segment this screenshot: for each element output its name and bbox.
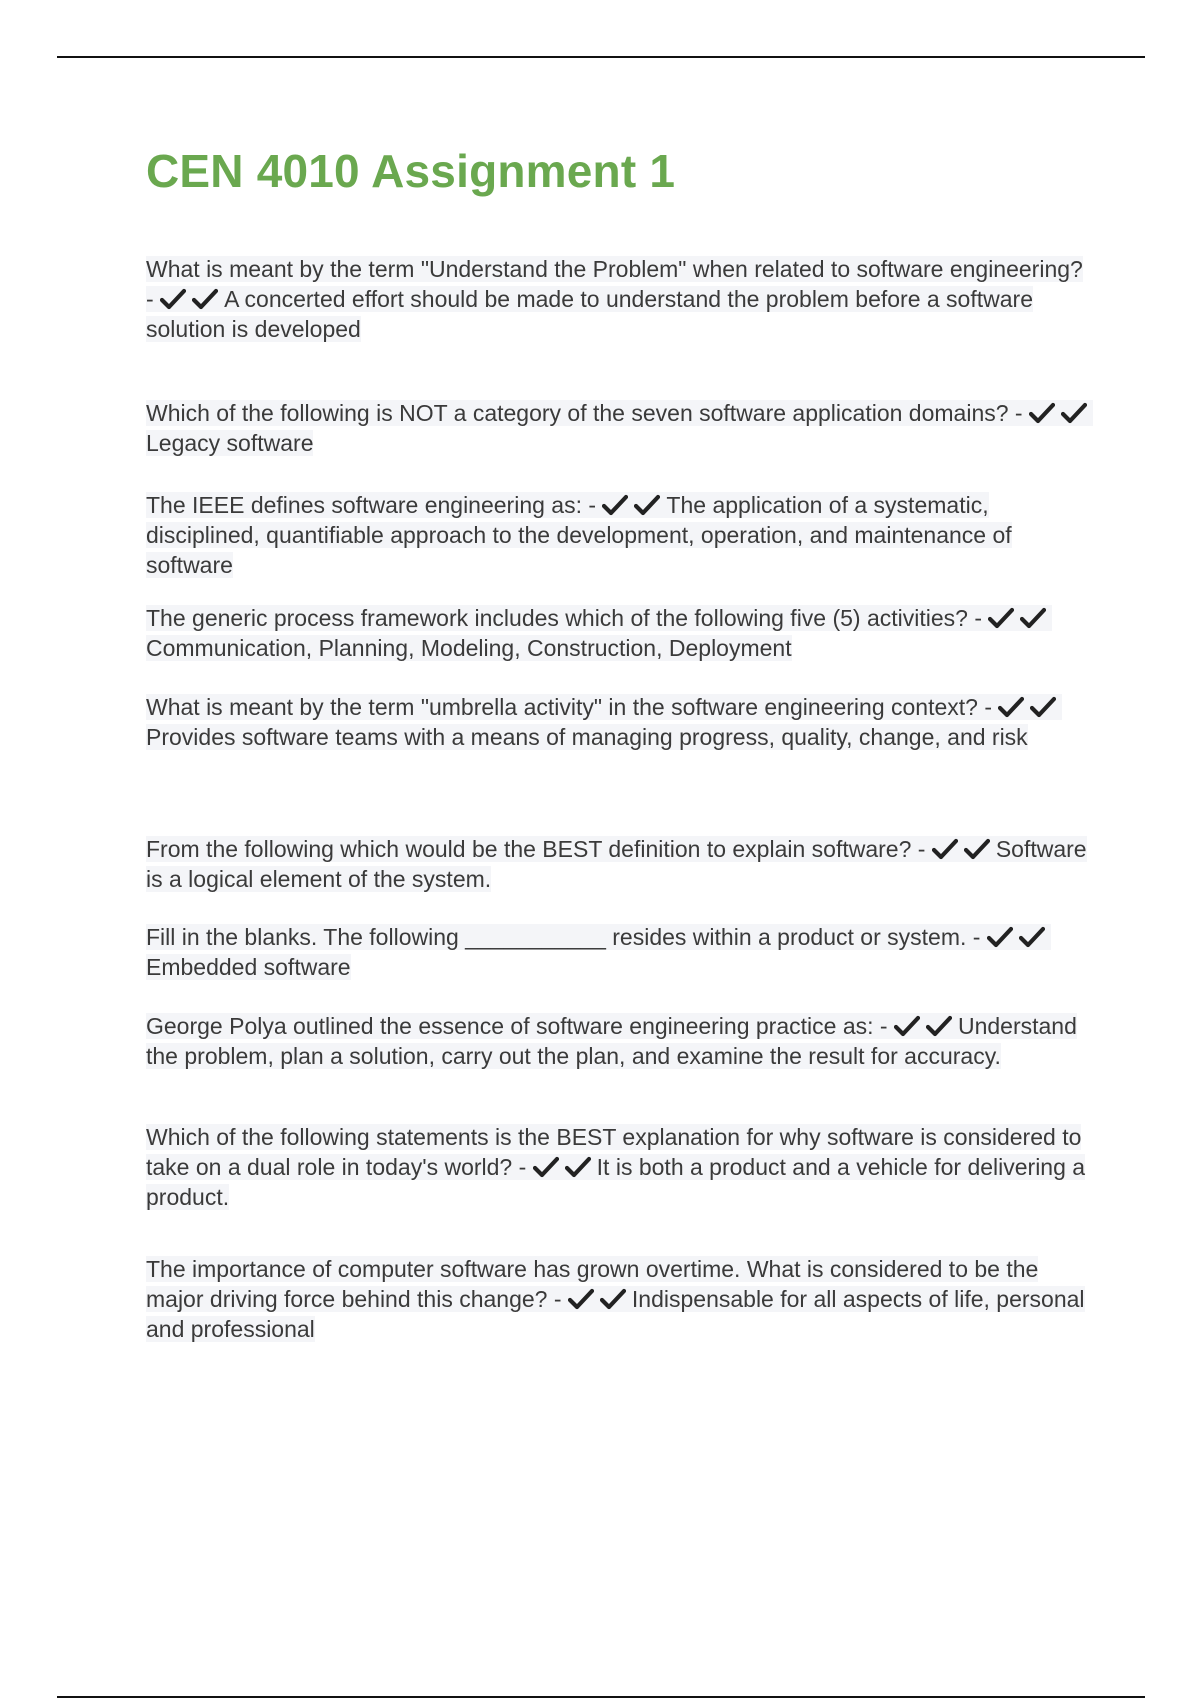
- question-text: What is meant by the term "umbrella activity" in the software engineering context? -: [146, 694, 992, 720]
- check-icon: [600, 1288, 626, 1310]
- answer-checks: [988, 605, 1052, 631]
- qa-item: [146, 1122, 1096, 1212]
- answer-text: Indispensable for all aspects of life, personal and professional: [146, 1286, 1085, 1342]
- answer-checks: [533, 1154, 597, 1180]
- answer-text: Communication, Planning, Modeling, Construction, Deployment: [146, 635, 792, 661]
- qa-text: [146, 492, 1012, 578]
- answer-text: Understand the problem, plan a solution, carry out the plan, and examine the result for accuracy.: [146, 1013, 1077, 1069]
- qa-text: [146, 836, 1087, 892]
- check-icon: [932, 838, 958, 860]
- qa-item: [146, 834, 1096, 894]
- check-icon: [926, 1015, 952, 1037]
- answer-checks: [602, 492, 666, 518]
- check-icon: [1061, 402, 1087, 424]
- answer-text: It is both a product and a vehicle for delivering a product.: [146, 1154, 1086, 1210]
- qa-item: [146, 490, 1096, 580]
- answer-checks: [1029, 400, 1093, 426]
- qa-item: [146, 603, 1096, 663]
- check-icon: [964, 838, 990, 860]
- check-icon: [1020, 607, 1046, 629]
- answer-checks: [987, 924, 1051, 950]
- answer-text: Software is a logical element of the system.: [146, 836, 1087, 892]
- qa-item: [146, 692, 1096, 752]
- qa-text: [146, 605, 1052, 661]
- check-icon: [565, 1156, 591, 1178]
- question-text: The IEEE defines software engineering as: -: [146, 492, 597, 518]
- qa-item: [146, 1011, 1096, 1071]
- check-icon: [634, 494, 660, 516]
- check-icon: [894, 1015, 920, 1037]
- check-icon: [998, 696, 1024, 718]
- check-icon: [533, 1156, 559, 1178]
- qa-text: [146, 694, 1062, 750]
- check-icon: [602, 494, 628, 516]
- question-text: The generic process framework includes which of the following five (5) activities? -: [146, 605, 983, 631]
- answer-checks: [160, 286, 224, 312]
- qa-text: [146, 924, 1051, 980]
- question-text: George Polya outlined the essence of software engineering practice as: -: [146, 1013, 888, 1039]
- top-rule: [57, 56, 1145, 58]
- qa-item: [146, 922, 1096, 982]
- question-text: Fill in the blanks. The following ___________ resides within a product or system. -: [146, 924, 981, 950]
- answer-checks: [894, 1013, 958, 1039]
- answer-text: Provides software teams with a means of managing progress, quality, change, and risk: [146, 724, 1028, 750]
- answer-text: The application of a systematic, disciplined, quantifiable approach to the development, operation, and maintenance of software: [146, 492, 1012, 578]
- check-icon: [988, 607, 1014, 629]
- check-icon: [568, 1288, 594, 1310]
- answer-checks: [998, 694, 1062, 720]
- bottom-rule: [57, 1696, 1145, 1698]
- question-text: What is meant by the term "Understand the Problem" when related to software engineering? -: [146, 256, 1083, 312]
- qa-text: [146, 256, 1083, 342]
- qa-text: [146, 400, 1093, 456]
- check-icon: [1030, 696, 1056, 718]
- check-icon: [192, 288, 218, 310]
- answer-checks: [932, 836, 996, 862]
- answer-text: Legacy software: [146, 430, 314, 456]
- check-icon: [1019, 926, 1045, 948]
- qa-item: [146, 254, 1096, 344]
- check-icon: [987, 926, 1013, 948]
- question-text: From the following which would be the BEST definition to explain software? -: [146, 836, 926, 862]
- qa-text: [146, 1013, 1077, 1069]
- question-text: The importance of computer software has grown overtime. What is considered to be the major driving force behind this change? -: [146, 1256, 1039, 1312]
- check-icon: [160, 288, 186, 310]
- page-title: CEN 4010 Assignment 1: [146, 145, 676, 197]
- answer-checks: [568, 1286, 632, 1312]
- qa-text: [146, 1256, 1085, 1342]
- check-icon: [1029, 402, 1055, 424]
- answer-text: Embedded software: [146, 954, 351, 980]
- qa-item: [146, 1254, 1096, 1344]
- qa-item: [146, 398, 1096, 458]
- qa-text: [146, 1124, 1085, 1210]
- question-text: Which of the following statements is the BEST explanation for why software is considered to take on a dual role in today's world? -: [146, 1124, 1082, 1180]
- question-text: Which of the following is NOT a category of the seven software application domains? -: [146, 400, 1023, 426]
- answer-text: A concerted effort should be made to understand the problem before a software solution is developed: [146, 286, 1033, 342]
